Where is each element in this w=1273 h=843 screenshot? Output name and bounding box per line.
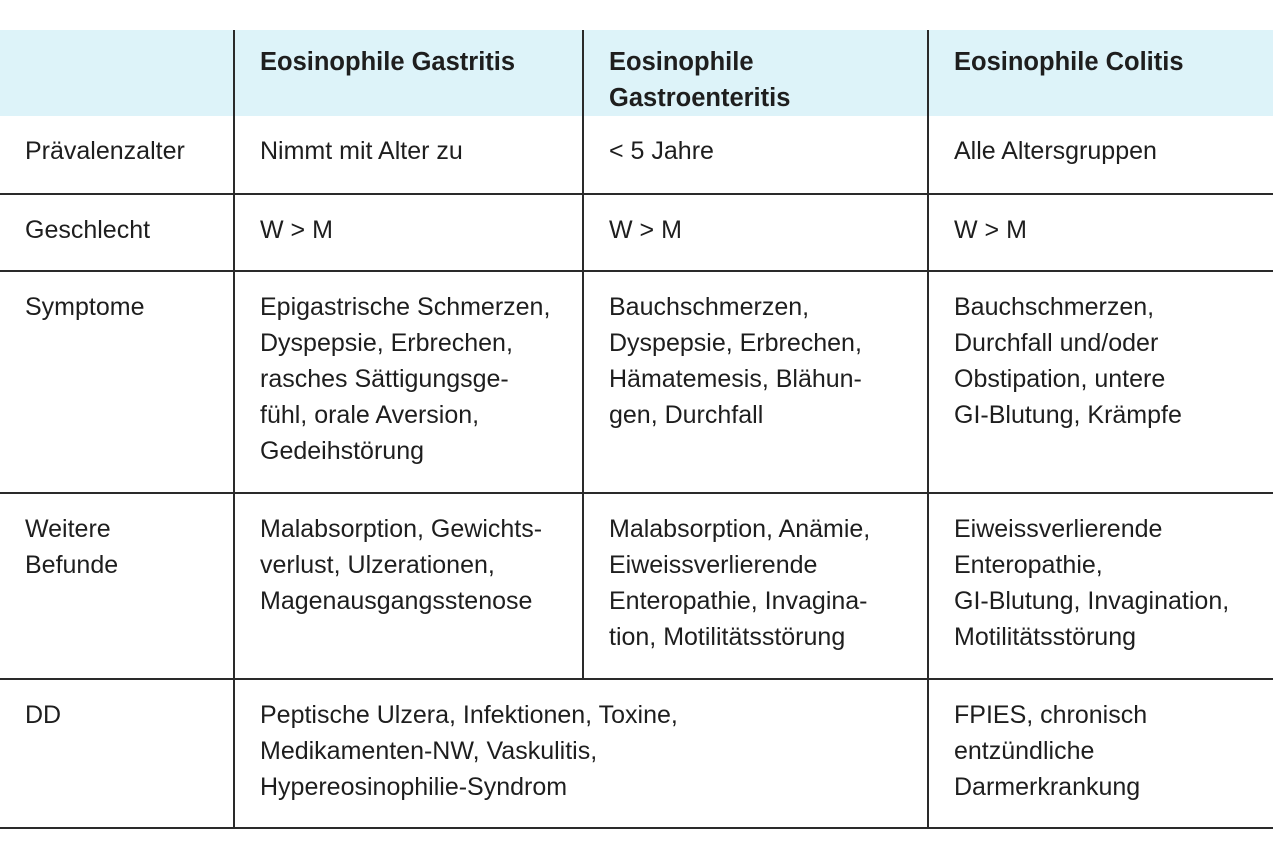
cell-gastritis-gastroenteritis-merged: Peptische Ulzera, Infektionen, Toxine, Medikamenten-NW, Vaskulitis, Hypereosinophilie-Syndrom bbox=[234, 679, 928, 828]
header-empty bbox=[0, 30, 234, 116]
row-label: Prävalenzalter bbox=[0, 116, 234, 194]
cell-colitis: Alle Altersgruppen bbox=[928, 116, 1273, 194]
cell-gastroenteritis: < 5 Jahre bbox=[583, 116, 928, 194]
row-praevalenzalter bbox=[0, 116, 1273, 194]
header-gastroenteritis: Eosinophile Gastroenteritis bbox=[583, 30, 928, 116]
header-row bbox=[0, 30, 1273, 116]
row-weitere-befunde bbox=[0, 493, 1273, 679]
cell-gastritis: Malabsorption, Gewichts- verlust, Ulzerationen, Magenausgangsstenose bbox=[234, 493, 583, 679]
row-label: Geschlecht bbox=[0, 194, 234, 271]
cell-colitis: Bauchschmerzen, Durchfall und/oder Obstipation, untere GI-Blutung, Krämpfe bbox=[928, 271, 1273, 493]
cell-colitis: Eiweissverlierende Enteropathie, GI-Blutung, Invagination, Motilitätsstörung bbox=[928, 493, 1273, 679]
row-label: Weitere Befunde bbox=[0, 493, 234, 679]
cell-gastroenteritis: W > M bbox=[583, 194, 928, 271]
cell-gastritis: Epigastrische Schmerzen, Dyspepsie, Erbrechen, rasches Sättigungsge- fühl, orale Aversion, Gedeihstörung bbox=[234, 271, 583, 493]
row-label: Symptome bbox=[0, 271, 234, 493]
header-gastritis: Eosinophile Gastritis bbox=[234, 30, 583, 116]
row-dd bbox=[0, 679, 1273, 828]
cell-gastroenteritis: Bauchschmerzen, Dyspepsie, Erbrechen, Hämatemesis, Blähun- gen, Durchfall bbox=[583, 271, 928, 493]
cell-gastritis: Nimmt mit Alter zu bbox=[234, 116, 583, 194]
cell-colitis: W > M bbox=[928, 194, 1273, 271]
header-colitis: Eosinophile Colitis bbox=[928, 30, 1273, 116]
row-geschlecht bbox=[0, 194, 1273, 271]
row-label: DD bbox=[0, 679, 234, 828]
cell-gastritis: W > M bbox=[234, 194, 583, 271]
cell-colitis: FPIES, chronisch entzündliche Darmerkrankung bbox=[928, 679, 1273, 828]
comparison-table bbox=[0, 30, 1273, 829]
row-symptome bbox=[0, 271, 1273, 493]
cell-gastroenteritis: Malabsorption, Anämie, Eiweissverlierende Enteropathie, Invagina- tion, Motilitätsstörung bbox=[583, 493, 928, 679]
